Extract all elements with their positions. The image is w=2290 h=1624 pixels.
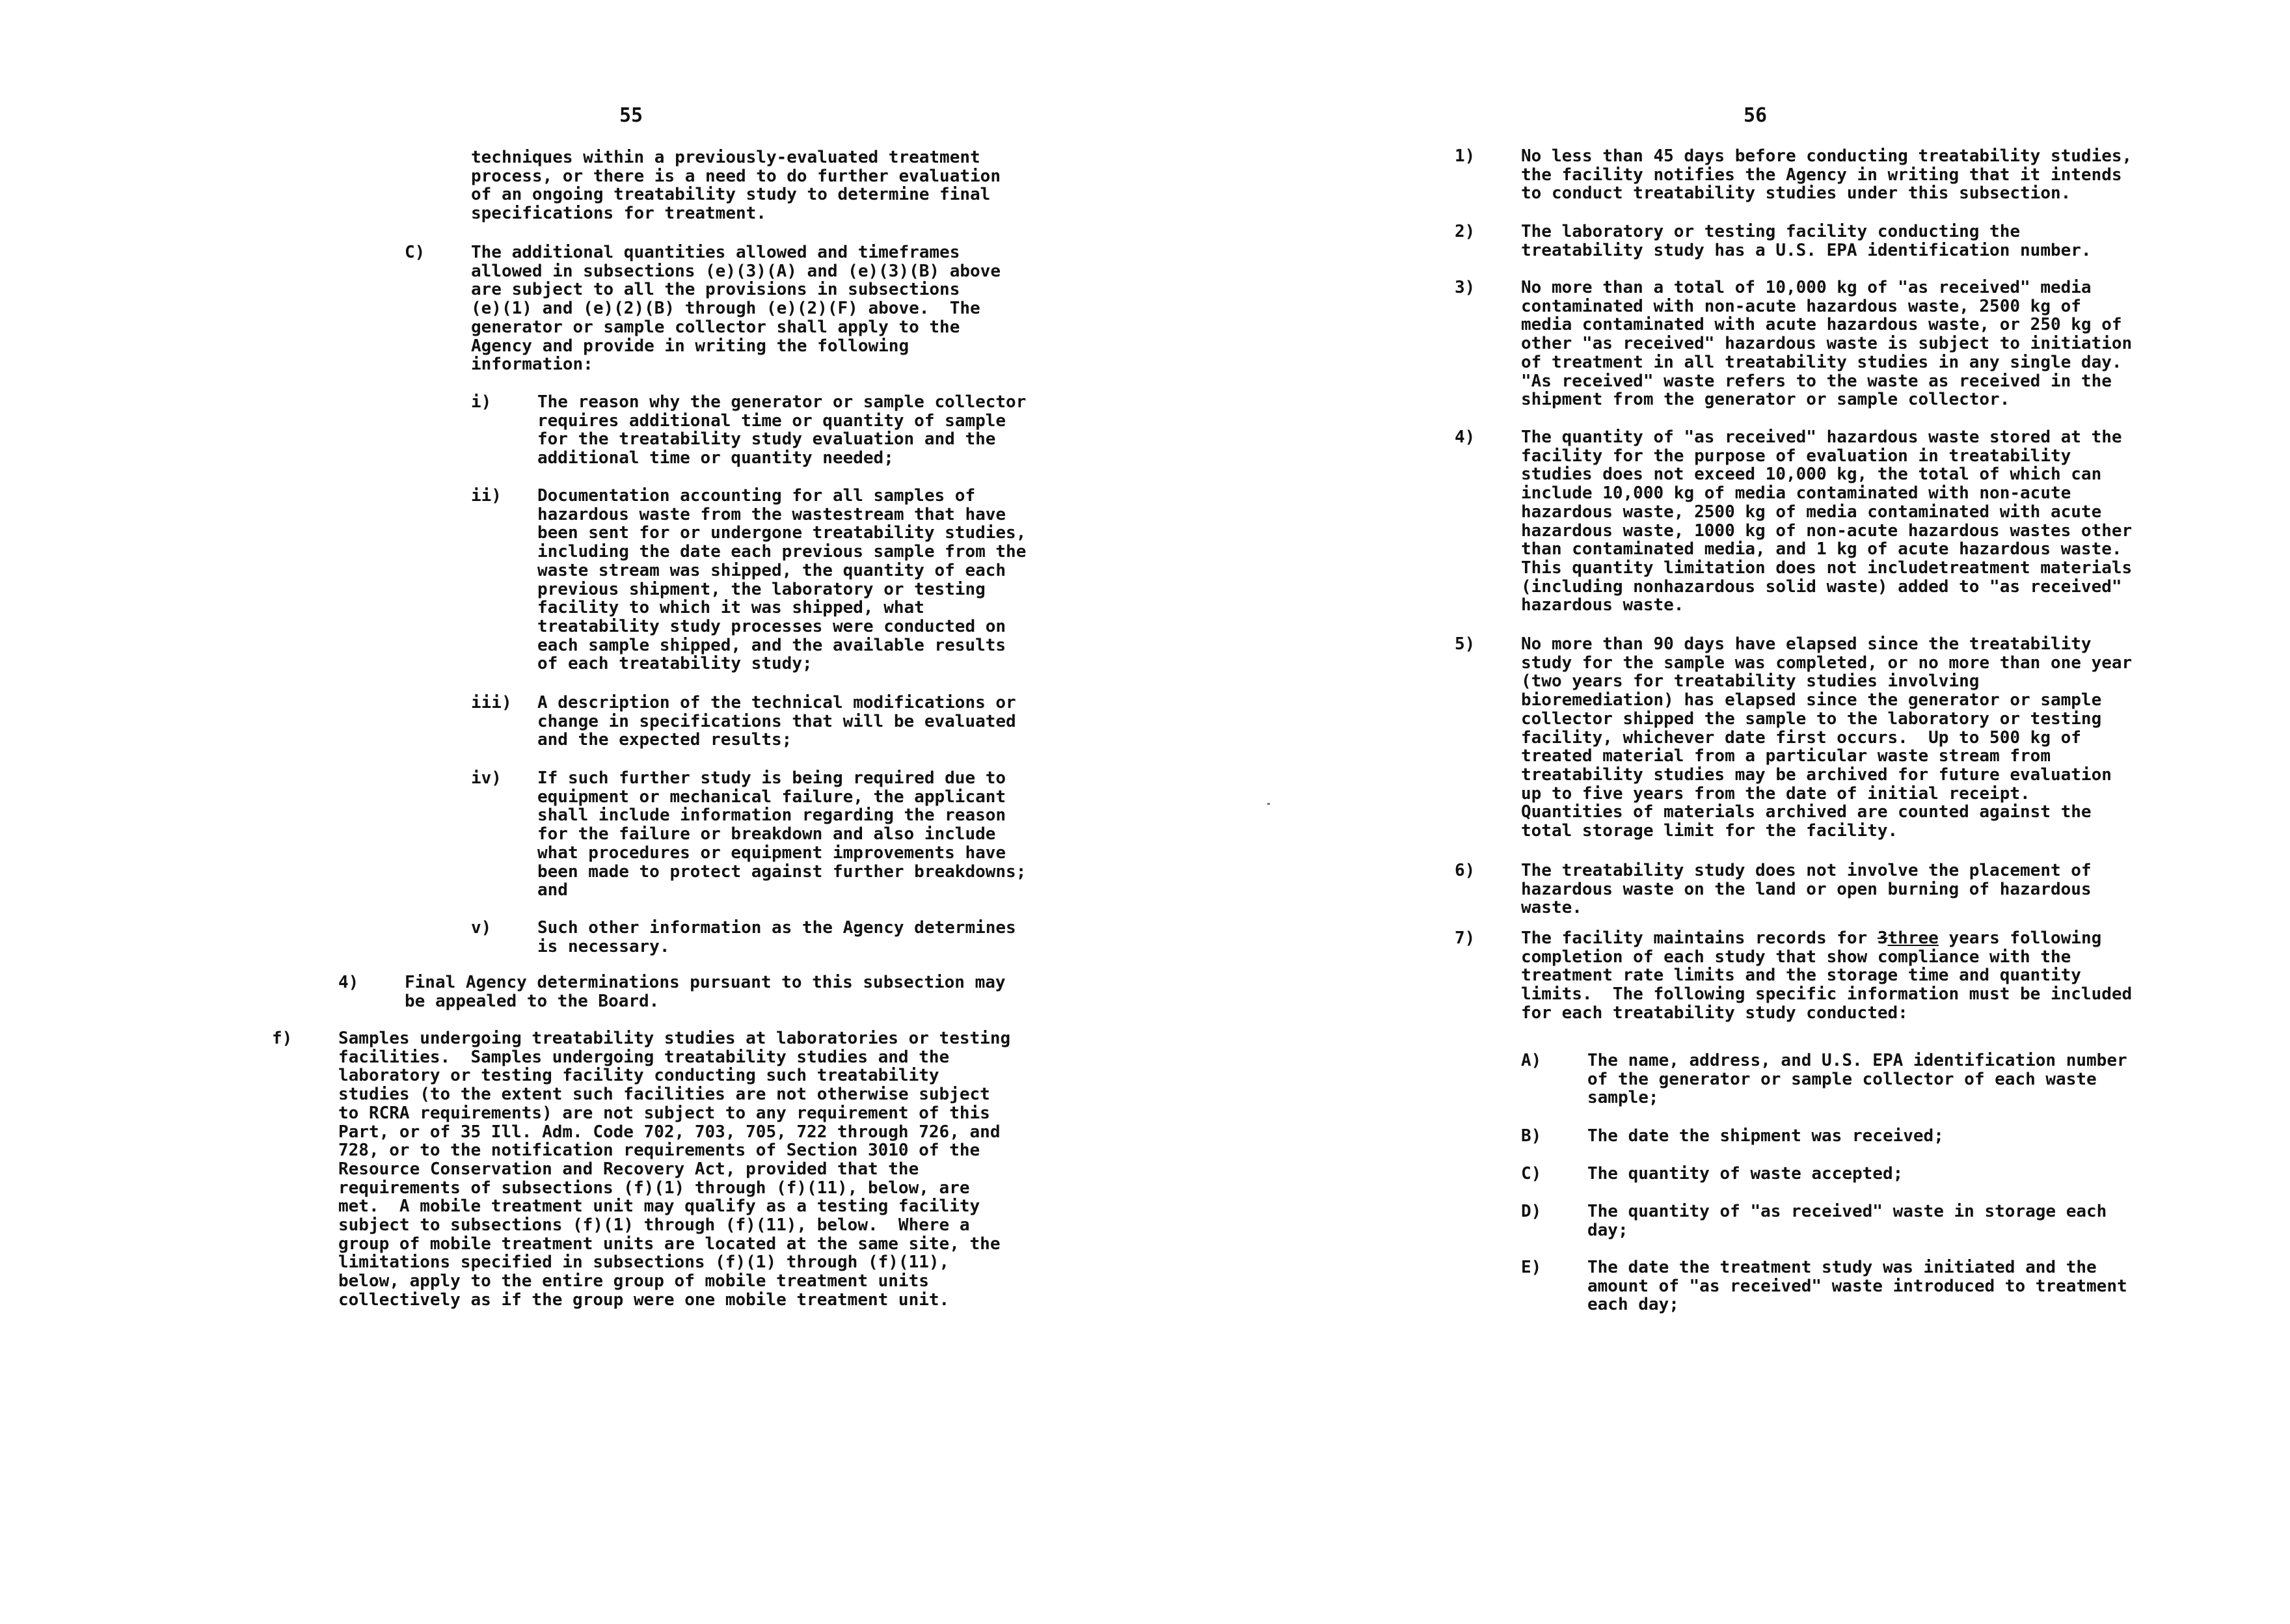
text-line: This quantity limitation does not includetreatment materials [1521, 558, 2133, 578]
text-line: requires additional time or quantity of sample [537, 411, 1006, 431]
text-line: The quantity of "as received" hazardous waste stored at the [1521, 427, 2122, 447]
text-line: studies (to the extent such facilities are not otherwise subject [338, 1085, 990, 1105]
item-text [1521, 861, 2092, 917]
text-line: hazardous waste, 2500 kg of media contaminated with acute [1521, 502, 2102, 522]
item-text [1587, 1258, 2127, 1314]
text-line: each sample shipped, and the available results [537, 635, 1006, 655]
text-line: information: [471, 355, 593, 375]
left-page-number: 55 [619, 104, 643, 127]
text-line: waste stream was shipped, the quantity of each [537, 560, 1006, 580]
item-text [1587, 1202, 2107, 1239]
text-line: Such other information as the Agency determines [537, 918, 1016, 938]
text-line: Part, or of 35 Ill. Adm. Code 702, 703, 705, 722 through 726, and [338, 1122, 1001, 1142]
text-line: 728, or to the notification requirements of Section 3010 of the [338, 1141, 980, 1161]
text-line: shipment from the generator or sample collector. [1521, 390, 2010, 410]
item-label: iii) [471, 693, 512, 712]
item-7-first-line [1521, 929, 2132, 948]
item-text [338, 1029, 1010, 1310]
struck-text: 3 [1877, 928, 1888, 948]
text-line: The laboratory or testing facility conducting the [1521, 222, 2021, 241]
text-line: Quantities of materials archived are counted against the [1521, 802, 2092, 822]
text-line: treatability studies may be archived for future evaluation [1521, 765, 2112, 785]
text-line: treatability study processes were conducted on [537, 616, 1006, 636]
text-line: If such further study is being required due to [537, 768, 1006, 788]
text-line: limits. The following specific information must be included [1521, 984, 2133, 1005]
text-line: shall include information regarding the reason [537, 805, 1006, 826]
item-text [1521, 147, 2132, 203]
text-line: hazardous waste from the wastestream that have [537, 504, 1006, 524]
text-line: up to five years from the date of initial receipt. [1521, 783, 2030, 804]
item-label: 4) [338, 973, 359, 992]
item-text [1521, 929, 2132, 1023]
text-line: The date the treatment study was initiated and the [1587, 1258, 2097, 1277]
text-line: (e)(1) and (e)(2)(B) through (e)(2)(F) above. The [471, 299, 980, 319]
text-line: techniques within a previously-evaluated treatment [471, 148, 980, 167]
item-7-suffix: years following [1938, 928, 2102, 948]
text-line: Agency and provide in writing the following [471, 336, 909, 356]
text-line: for the failure or breakdown and also include [537, 824, 996, 845]
text-line: Samples undergoing treatability studies at laboratories or testing [338, 1029, 1011, 1048]
text-line: The date the shipment was received; [1587, 1126, 1944, 1146]
text-line: and the expected results; [537, 730, 792, 750]
text-line: is necessary. [537, 936, 670, 956]
text-line: of the generator or sample collector of each waste [1587, 1069, 2097, 1089]
text-line: The quantity of "as received" waste in storage each [1587, 1202, 2107, 1221]
text-line: other "as received" hazardous waste is subject to initiation [1521, 334, 2133, 354]
text-line: subject to subsections (f)(1) through (f)(11), below. Where a [338, 1215, 970, 1236]
text-line: treatment rate limits and the storage time and quantity [1521, 966, 2081, 986]
text-line: sample; [1587, 1088, 1659, 1108]
item-text [537, 769, 1026, 900]
text-line: limitations specified in subsections (f)(1) through (f)(11), [338, 1252, 950, 1273]
text-line: additional time or quantity needed; [537, 448, 894, 468]
text-line: what procedures or equipment improvements have [537, 843, 1006, 863]
text-line: below, apply to the entire group of mobile treatment units [338, 1271, 929, 1292]
item-label: B) [1521, 1126, 1542, 1146]
text-line: been made to protect against further breakdowns; [537, 861, 1027, 882]
item-text [537, 694, 1016, 750]
text-line: collector shipped the sample to the laboratory or testing [1521, 709, 2102, 729]
text-line: The treatability study does not involve the placement of [1521, 861, 2092, 880]
item-text [1521, 223, 2092, 260]
text-line: previous shipment, the laboratory or testing [537, 579, 986, 599]
text-line: No less than 45 days before conducting treatability studies, [1521, 146, 2133, 166]
item-text [537, 919, 1016, 956]
item-text [1521, 428, 2132, 615]
text-line: collectively as if the group were one mobile treatment unit. [338, 1290, 950, 1310]
text-line: and [537, 880, 568, 900]
text-line: amount of "as received" waste introduced to treatment [1587, 1276, 2127, 1296]
item-label: A) [1521, 1051, 1542, 1070]
item-text [1587, 1127, 1944, 1146]
text-line: hazardous waste, 1000 kg of non-acute hazardous wastes other [1521, 521, 2133, 541]
item-text [537, 487, 1026, 673]
item-label: ii) [471, 486, 502, 506]
item-label: C) [405, 243, 425, 262]
text-line: treated material from a particular waste stream from [1521, 746, 2051, 766]
item-label: f) [272, 1029, 293, 1048]
item-text [471, 243, 1001, 374]
text-line: to conduct treatability studies under this subsection. [1521, 183, 2071, 204]
text-line: bioremediation) has elapsed since the generator or sample [1521, 690, 2102, 710]
text-line: completion of each study that show compliance with the [1521, 947, 2071, 967]
item-label: D) [1521, 1202, 1542, 1221]
inserted-text: three [1887, 928, 1939, 948]
text-line: group of mobile treatment units are located at the same site, the [338, 1234, 1001, 1254]
item-label: 4) [1455, 427, 1475, 447]
item-text [1587, 1165, 1903, 1184]
item-label: iv) [471, 768, 502, 788]
text-line: studies does not exceed 10,000 kg, the total of which can [1521, 465, 2102, 485]
text-line: equipment or mechanical failure, the applicant [537, 787, 1006, 807]
item-label: 6) [1455, 861, 1475, 880]
text-line: change in specifications that will be evaluated [537, 711, 1016, 731]
text-line: No more than a total of 10,000 kg of "as received" media [1521, 278, 2092, 297]
text-line: for the treatability study evaluation and the [537, 429, 996, 450]
text-line: No more than 90 days have elapsed since the treatability [1521, 634, 2092, 654]
text-line: waste. [1521, 898, 1582, 918]
text-line: The reason why the generator or sample collector [537, 392, 1027, 412]
text-line: specifications for treatment. [471, 204, 766, 224]
text-line: facilities. Samples undergoing treatability studies and the [338, 1047, 950, 1067]
item-label: 7) [1455, 928, 1475, 948]
text-line: treatability study has a U.S. EPA identification number. [1521, 240, 2092, 260]
text-line: been sent for or undergone treatability studies, [537, 523, 1027, 543]
stray-mark [1267, 803, 1270, 805]
text-line: generator or sample collector shall apply to the [471, 317, 960, 337]
text-line: The additional quantities allowed and timeframes [471, 243, 960, 262]
text-line: allowed in subsections (e)(3)(A) and (e)(3)(B) above [471, 261, 1001, 281]
text-line: (including nonhazardous solid waste) added to "as received" [1521, 576, 2122, 597]
item-label: 2) [1455, 222, 1475, 241]
item-text [1587, 1051, 2127, 1107]
text-line: facility for the purpose of evaluation in treatability [1521, 446, 2071, 466]
text-line: A description of the technical modifications or [537, 693, 1016, 712]
text-line: (two years for treatability studies involving [1521, 671, 1980, 692]
item-text [405, 973, 1006, 1010]
item-text [1521, 278, 2132, 409]
text-line: than contaminated media, and 1 kg of acute hazardous waste. [1521, 539, 2122, 560]
text-line: for each treatability study conducted: [1521, 1003, 1908, 1023]
text-line: requirements of subsections (f)(1) through (f)(11), below, are [338, 1178, 970, 1198]
item-label: i) [471, 392, 492, 412]
text-line: including the date each previous sample from the [537, 542, 1027, 562]
text-line: facility to which it was shipped, what [537, 598, 924, 618]
text-line: met. A mobile treatment unit may qualify as a testing facility [338, 1197, 980, 1217]
item-label: v) [471, 918, 492, 938]
text-line: are subject to all the provisions in subsections [471, 280, 960, 300]
text-line: study for the sample was completed, or no more than one year [1521, 653, 2133, 673]
text-line: contaminated with non-acute hazardous waste, 2500 kg of [1521, 296, 2081, 316]
text-line: of each treatability study; [537, 654, 813, 674]
text-line: laboratory or testing facility conducting such treatability [338, 1066, 939, 1086]
item-label: 3) [1455, 278, 1475, 297]
left-intro [471, 148, 1001, 223]
text-line: Documentation accounting for all samples of [537, 486, 976, 506]
text-line: Final Agency determinations pursuant to this subsection may [405, 973, 1006, 992]
item-label: E) [1521, 1258, 1542, 1277]
item-text [537, 393, 1026, 468]
text-line: the facility notifies the Agency in writing that it intends [1521, 165, 2122, 185]
text-line: total storage limit for the facility. [1521, 821, 1898, 841]
item-7-prefix: The facility maintains records for [1521, 928, 1878, 948]
text-line: each day; [1587, 1295, 1679, 1315]
text-line: day; [1587, 1220, 1628, 1240]
text-line: Resource Conservation and Recovery Act, provided that the [338, 1159, 919, 1179]
text-line: "As received" waste refers to the waste as received in the [1521, 371, 2112, 391]
text-line: hazardous waste on the land or open burning of hazardous [1521, 879, 2092, 899]
item-label: 5) [1455, 634, 1475, 654]
text-line: be appealed to the Board. [405, 991, 660, 1011]
item-label: 1) [1455, 146, 1475, 166]
text-line: media contaminated with acute hazardous waste, or 250 kg of [1521, 315, 2122, 335]
text-line: process, or there is a need to do further evaluation [471, 166, 1001, 186]
text-line: The quantity of waste accepted; [1587, 1164, 1904, 1184]
text-line: The name, address, and U.S. EPA identification number [1587, 1051, 2127, 1070]
text-line: of treatment in all treatability studies in any single day. [1521, 352, 2122, 372]
item-text [1521, 635, 2132, 841]
text-line: facility, whichever date first occurs. Up to 500 kg of [1521, 727, 2081, 748]
right-page-number: 56 [1744, 104, 1768, 127]
text-line: of an ongoing treatability study to determine final [471, 185, 991, 205]
text-line: hazardous waste. [1521, 595, 1684, 616]
item-label: C) [1521, 1164, 1542, 1184]
text-line: include 10,000 kg of media contaminated with non-acute [1521, 483, 2071, 504]
text-line: to RCRA requirements) are not subject to any requirement of this [338, 1103, 990, 1123]
